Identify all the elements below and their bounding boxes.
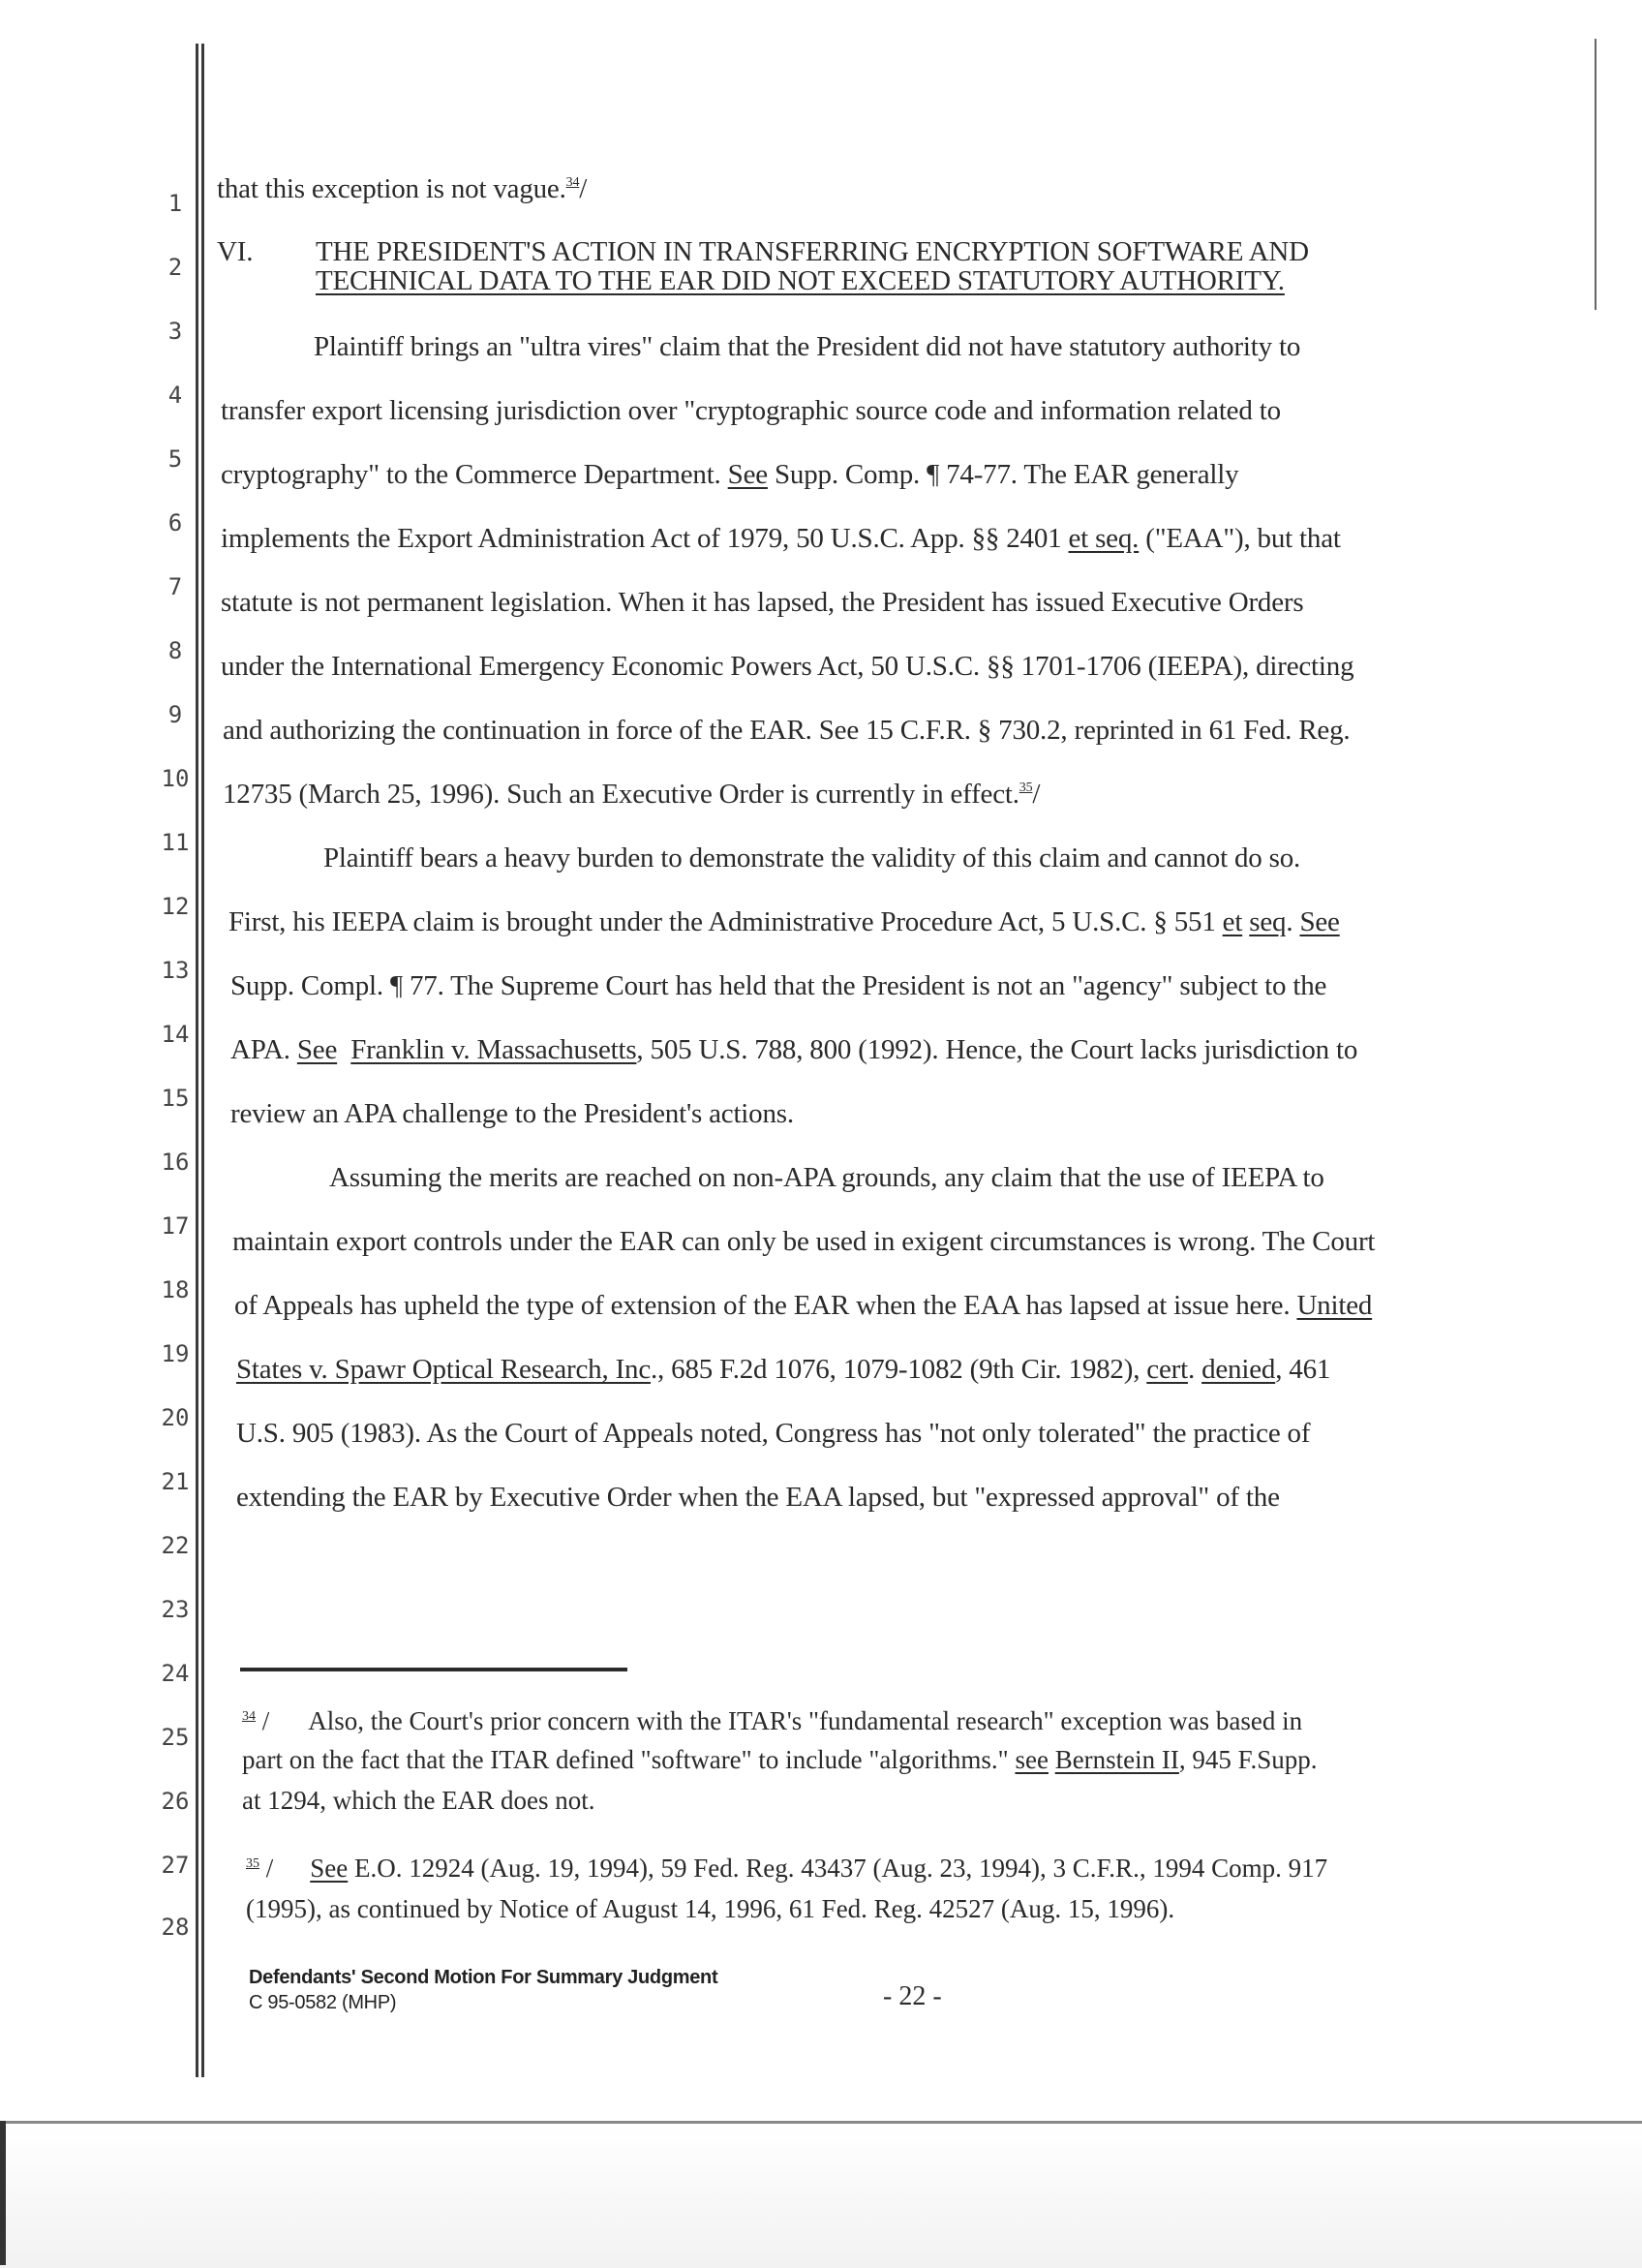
line-number: 27 [161,1852,190,1879]
body-line-9: and authorizing the continuation in force of the EAR. See 15 C.F.R. § 730.2, reprinted in 61 Fed. Reg. [223,715,1351,746]
line-number: 2 [167,254,183,281]
footnote-34-line-2: part on the fact that the ITAR defined "software" to include "algorithms." see Bernstein II, 945 F.Supp. [242,1745,1318,1774]
body-line-12: First, his IEEPA claim is brought under the Administrative Procedure Act, 5 U.S.C. § 551 et seq. See [228,906,1340,937]
line-number: 21 [161,1468,190,1495]
body-line-6: implements the Export Administration Act of 1979, 50 U.S.C. App. §§ 2401 et seq. ("EAA"), but that [221,523,1341,554]
line-number: 4 [167,382,183,409]
body-line-5: cryptography" to the Commerce Department. See Supp. Comp. ¶ 74-77. The EAR generally [221,459,1239,490]
case-citation-spawr: States v. Spawr Optical Research, Inc [236,1354,651,1385]
line-number: 6 [167,509,183,536]
line-number: 7 [167,573,183,600]
scan-bottom-edge [0,2121,1642,2268]
body-line-17: maintain export controls under the EAR can only be used in exigent circumstances is wrong. The Court [232,1226,1376,1257]
footnote-ref-35[interactable]: 35 [1019,781,1033,795]
line-number: 13 [161,957,190,984]
right-margin-rule [1595,39,1596,310]
body-line-21: extending the EAR by Executive Order when the EAA lapsed, but "expressed approval" of the [236,1482,1280,1513]
heading-line-2: TECHNICAL DATA TO THE EAR DID NOT EXCEED STATUTORY AUTHORITY. [316,265,1285,296]
footnote-ref-34[interactable]: 34 [565,175,580,190]
body-line-11: Plaintiff bears a heavy burden to demonstrate the validity of this claim and cannot do so. [323,843,1301,873]
body-line-10: 12735 (March 25, 1996). Such an Executive Order is currently in effect.$^{35}$/ [223,779,1041,810]
body-line-3: Plaintiff brings an "ultra vires" claim that the President did not have statutory authority to [314,331,1301,362]
footer-case-number: C 95-0582 (MHP) [249,1992,397,2013]
line-number: 17 [161,1212,190,1240]
body-line-4: transfer export licensing jurisdiction over "cryptographic source code and information related to [221,395,1281,426]
body-line-14: APA. See Franklin v. Massachusetts, 505 U.S. 788, 800 (1992). Hence, the Court lacks jurisdiction to [230,1034,1358,1065]
footnote-mark-35: 35 [246,1856,259,1871]
heading-line-1: THE PRESIDENT'S ACTION IN TRANSFERRING ENCRYPTION SOFTWARE AND [316,236,1309,267]
footnote-34-line-1: $^{34}$ / Also, the Court's prior concern with the ITAR's "fundamental research" exception was based in [242,1706,1303,1735]
body-line-16: Assuming the merits are reached on non-APA grounds, any claim that the use of IEEPA to [329,1162,1324,1193]
line-number: 3 [167,318,183,345]
line-number: 20 [161,1404,190,1431]
footnote-35-line-2: (1995), as continued by Notice of August 14, 1996, 61 Fed. Reg. 42527 (Aug. 15, 1996). [246,1894,1175,1923]
left-margin-rule-inner [201,44,204,2077]
body-line-20: U.S. 905 (1983). As the Court of Appeals noted, Congress has "not only tolerated" the practice of [236,1418,1311,1449]
footnote-mark-34: 34 [242,1709,256,1724]
line-number: 26 [161,1788,190,1815]
body-line-13: Supp. Compl. ¶ 77. The Supreme Court has held that the President is not an "agency" subject to the [230,970,1327,1001]
body-line-1: that this exception is not vague.$^{34}$/ [217,173,588,204]
footnote-separator [240,1668,627,1671]
line-number: 14 [161,1021,190,1048]
footnote-34-line-3: at 1294, which the EAR does not. [242,1786,595,1815]
line-number: 9 [167,701,183,728]
footnote-35-line-1: $^{35}$ / See E.O. 12924 (Aug. 19, 1994), 59 Fed. Reg. 43437 (Aug. 23, 1994), 3 C.F.R., 1994 Comp. 917 [246,1854,1328,1883]
line-number: 22 [161,1532,190,1559]
scan-left-edge [0,2121,6,2265]
footer-document-title: Defendants' Second Motion For Summary Judgment [249,1967,718,1988]
line-number: 25 [161,1724,190,1751]
line-number: 24 [161,1660,190,1687]
line-number: 12 [161,893,190,920]
line-number: 16 [161,1149,190,1176]
body-line-15: review an APA challenge to the President's actions. [230,1098,794,1129]
line-number: 19 [161,1340,190,1367]
line-number: 8 [167,637,183,664]
line-number: 11 [161,829,190,856]
body-line-8: under the International Emergency Economic Powers Act, 50 U.S.C. §§ 1701-1706 (IEEPA), directing [221,651,1354,682]
line-number: 23 [161,1596,190,1623]
case-citation-franklin: Franklin v. Massachusetts [350,1034,637,1065]
body-line-19: States v. Spawr Optical Research, Inc., 685 F.2d 1076, 1079-1082 (9th Cir. 1982), cert. denied, 461 [236,1354,1331,1385]
line-number: 18 [161,1276,190,1303]
page-number: - 22 - [883,1981,942,2011]
body-line-7: statute is not permanent legislation. When it has lapsed, the President has issued Executive Orders [221,587,1304,618]
body-line-18: of Appeals has upheld the type of extension of the EAR when the EAA has lapsed at issue here. United [234,1290,1373,1321]
line-number: 5 [167,445,183,473]
line-number: 28 [161,1914,190,1941]
case-citation-bernstein: Bernstein II [1054,1745,1179,1774]
line-number: 10 [161,765,190,792]
left-margin-rule-outer [196,44,198,2077]
heading-number: VI. [217,236,254,267]
line-number: 1 [167,190,183,217]
line-number: 15 [161,1085,190,1112]
